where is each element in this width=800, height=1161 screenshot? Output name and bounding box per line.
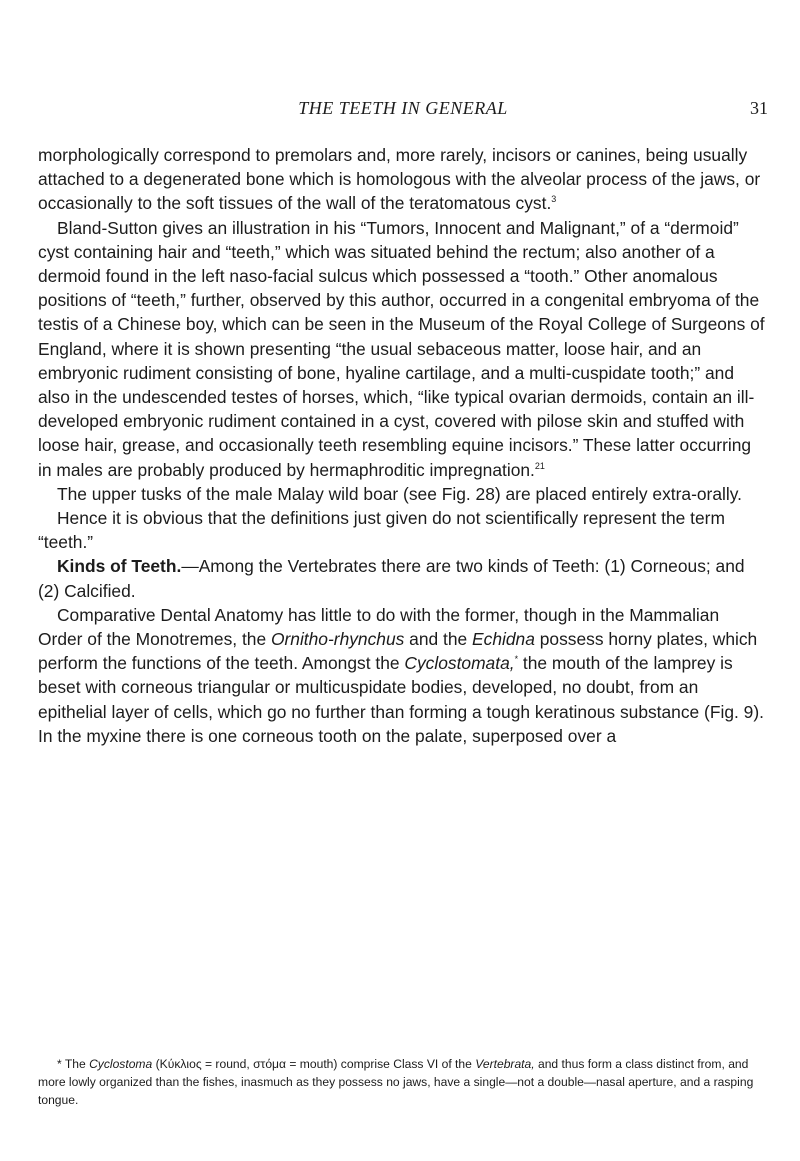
text-run: and the xyxy=(404,629,473,650)
running-header xyxy=(38,98,768,122)
paragraph xyxy=(38,554,768,602)
italic-term: Ornitho-rhynchus xyxy=(270,629,405,650)
paragraph xyxy=(38,482,768,506)
text-run: Bland-Sutton gives an illustration in his “Tumors, Innocent and Malignant,” of a “dermoid” cyst containing hair and “teeth,” which was situated behind the rectum; also another of a dermoid found in the left naso-facial sulcus which possessed a “tooth.” Other anomalous positions of “teeth,” further, observed by this author, occurred in a congenital embryoma of the testis of a Chinese boy, which can be seen in the Museum of the Royal College of Surgeons of England, where it is shown presenting “the usual sebaceous matter, loose hair, and an embryonic rudiment consisting of bone, hyaline cartilage, and a multi-cuspidate tooth;” and also in the undescended testes of horses, which, “like typical ovarian dermoids, contain an ill-developed embryonic rudiment contained in a cyst, covered with pilose skin and stuffed with loose hair, grease, and occasionally teeth resembling equine incisors.” These latter occurring in males are probably produced by hermaphroditic impregnation. xyxy=(38,217,765,480)
text-run: Comparative Dental Anatomy has little to do with the former, though in the Mammalian Order of the Monotremes, the xyxy=(38,604,720,650)
paragraph xyxy=(38,506,768,554)
text-run: morphologically correspond to premolars and, more rarely, incisors or canines, being usually attached to a degenerated bone which is homologous with the alveolar process of the jaws, or occasionally to the soft tissues of the wall of the teratomatous cyst. xyxy=(38,145,761,214)
paragraph xyxy=(38,143,768,216)
running-title: THE TEETH IN GENERAL xyxy=(298,98,508,118)
text-run: * The xyxy=(57,1057,90,1071)
paragraph xyxy=(38,603,768,748)
text-run: Hence it is obvious that the definitions just given do not scientifically represent the term “teeth.” xyxy=(38,508,725,553)
reference-mark: * xyxy=(514,654,519,665)
italic-term: Cyclostoma xyxy=(89,1057,153,1071)
text-run: (Κύκλιος = round, στόμα = mouth) comprise Class VI of the xyxy=(152,1057,476,1071)
text-run: The upper tusks of the male Malay wild boar (see Fig. 28) are placed entirely extra-orally. xyxy=(57,483,742,504)
footnote xyxy=(38,1055,768,1109)
section-heading: Kinds of Teeth. xyxy=(57,556,182,577)
text-run: and thus form a class distinct from, and more lowly organized than the fishes, inasmuch as they possess no jaws, have a single—not a double—nasal aperture, and a rasping tongue. xyxy=(38,1057,754,1107)
italic-term: Cyclostomata, xyxy=(404,653,515,674)
body-text xyxy=(38,143,768,748)
reference-mark: 21 xyxy=(534,460,545,471)
italic-term: Vertebrata, xyxy=(475,1057,535,1071)
text-run: possess horny plates, which perform the functions of the teeth. Amongst the xyxy=(38,629,758,674)
page-number: 31 xyxy=(750,98,768,118)
italic-term: Echidna xyxy=(472,629,535,650)
text-run: the mouth of the lamprey is beset with corneous triangular or multicuspidate bodies, developed, no doubt, from an epithelial layer of cells, which go no further than forming a tough keratinous substance (Fig. 9). In the myxine there is one corneous tooth on the palate, superposed over a xyxy=(38,653,764,746)
text-run: —Among the Vertebrates there are two kinds of Teeth: (1) Corneous; and (2) Calcified. xyxy=(38,556,745,601)
paragraph xyxy=(38,216,768,482)
reference-mark: 3 xyxy=(551,194,557,205)
